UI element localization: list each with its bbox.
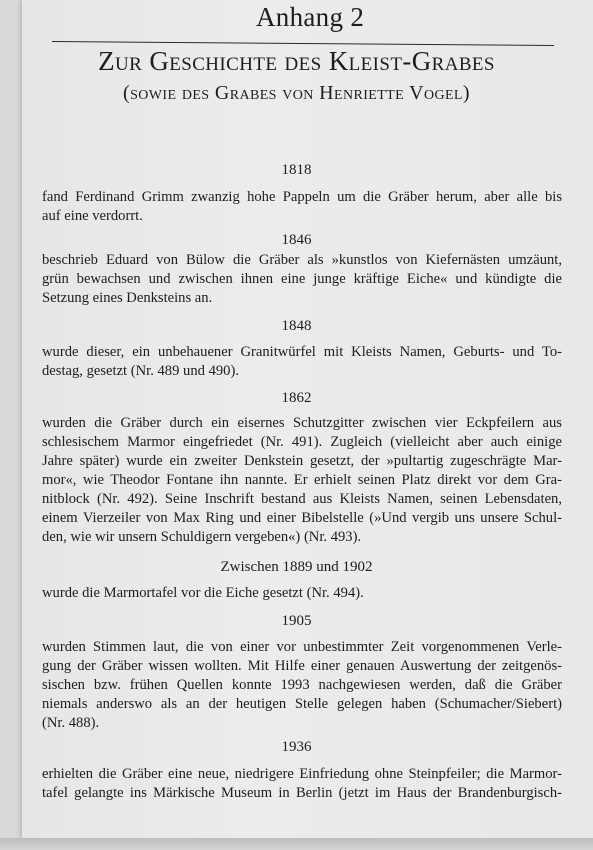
entry-year: 1846 [281, 232, 312, 248]
entry-text [42, 343, 562, 381]
text-line: einem Vierzeiler von Max Ring und einer Bibelstelle (»Und vergib uns unsere Schul- [42, 510, 562, 526]
text-line: fand Ferdinand Grimm zwanzig hohe Pappeln um die Gräber herum, aber alle bis [42, 189, 562, 205]
chapter-subtitle: (sowie des Grabes von Henriette Vogel) [123, 82, 470, 104]
text-line: tafel gelangte ins Märkische Museum in Berlin (jetzt im Haus der Brandenburgisch- [42, 785, 562, 801]
text-line: Jahre später) wurde ein zweiter Denkstein gesetzt, der »pultartig zugeschrägte Mar- [42, 453, 562, 469]
text-line: destag, gesetzt (Nr. 489 und 490). [42, 363, 239, 379]
entry-text [42, 414, 562, 547]
entry-year: 1862 [281, 390, 312, 406]
chapter-title: Zur Geschichte des Kleist-Grabes [98, 46, 495, 76]
entry-text [42, 188, 562, 226]
text-line: nitblock (Nr. 492). Seine Inschrift bestand aus Kleists Namen, seinen Lebensdaten, [42, 491, 562, 507]
entry-text [42, 584, 562, 603]
text-line: auf eine verdorrt. [42, 208, 143, 224]
text-line: beschrieb Eduard von Bülow die Gräber als »kunstlos von Kiefernästen umzäunt, [42, 252, 562, 268]
entry-year: 1818 [281, 162, 312, 178]
text-line: mor«, wie Theodor Fontane ihn nannte. Er erhielt seinen Platz direkt vor dem Gra- [42, 472, 562, 488]
text-line: den, wie wir unsern Schuldigern vergeben«) (Nr. 493). [42, 529, 362, 545]
text-line: schlesischem Marmor eingefriedet (Nr. 491). Zugleich (vielleicht aber auch einige [42, 434, 562, 450]
entry-year: 1905 [281, 613, 312, 629]
text-line: gung der Gräber wissen wollten. Mit Hilfe einer genauen Auswertung der zeitgenös- [42, 658, 562, 674]
page-header: Anhang 2 [256, 2, 365, 32]
entry-text [42, 638, 562, 733]
text-line: (Nr. 488). [42, 715, 100, 731]
entry-text [42, 251, 562, 308]
text-line: erhielten die Gräber eine neue, niedrigere Einfriedung ohne Steinpfeiler; die Marmor- [42, 766, 562, 782]
text-line: wurde die Marmortafel vor die Eiche gesetzt (Nr. 494). [42, 585, 364, 601]
text-line: wurde dieser, ein unbehauener Granitwürfel mit Kleists Namen, Geburts- und To- [42, 344, 562, 360]
text-line: wurden die Gräber durch ein eisernes Schutzgitter zwischen vier Eckpfeilern aus [42, 415, 562, 431]
entry-year: 1848 [281, 318, 312, 334]
entry-year: Zwischen 1889 und 1902 [220, 559, 373, 575]
entry-text [42, 765, 562, 803]
page-edge [0, 838, 593, 850]
entry-year: 1936 [281, 739, 312, 755]
text-line: Setzung eines Denksteins an. [42, 290, 213, 306]
text-line: niemals anderswo als an der heutigen Stelle gelegen haben (Schumacher/Siebert) [42, 696, 562, 712]
text-line: wurden Stimmen laut, die von einer vor unbestimmter Zeit vorgenommenen Verle- [42, 639, 562, 655]
text-line: sischen bzw. frühen Quellen konnte 1993 nachgewiesen werden, daß die Gräber [42, 677, 562, 693]
text-line: grün bewachsen und zwischen ihnen eine junge kräftige Eiche« und kündigte die [42, 271, 562, 287]
